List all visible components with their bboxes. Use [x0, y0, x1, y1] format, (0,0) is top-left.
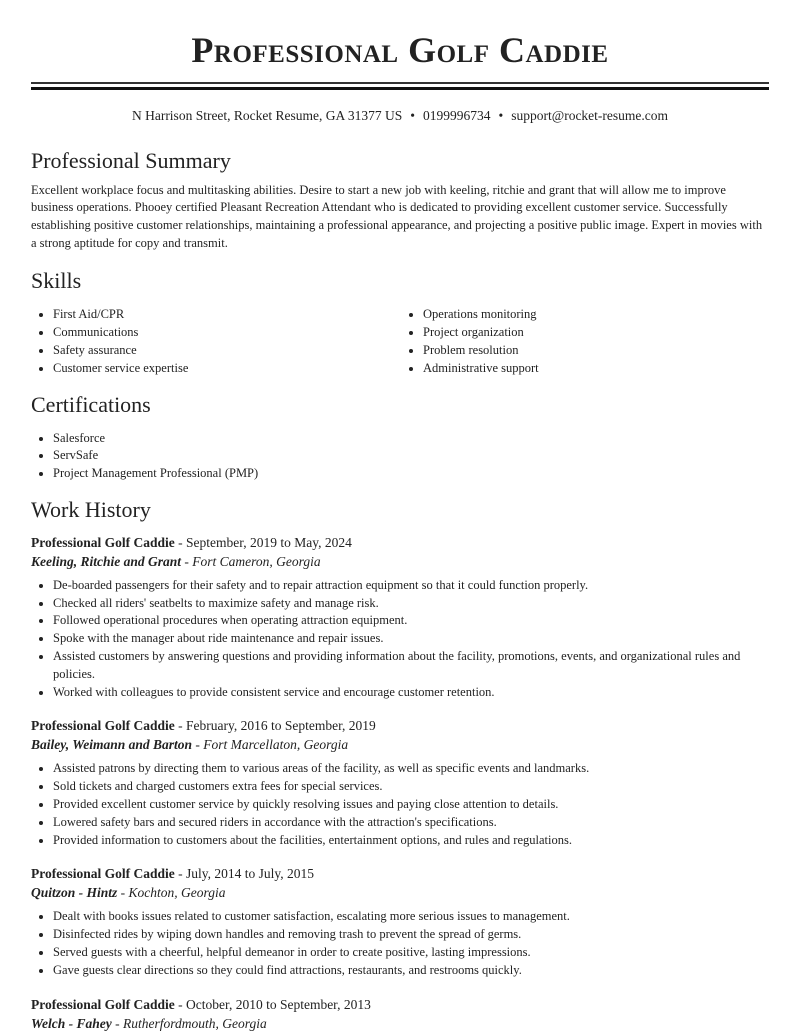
contact-line: [31, 106, 769, 126]
job-title-line: [31, 995, 769, 1014]
contact-separator: •: [498, 107, 504, 123]
job-company-line: [31, 883, 769, 902]
contact-separator: •: [410, 107, 416, 123]
job-bullets: [31, 577, 769, 702]
job-title-line: [31, 864, 769, 883]
job-dates: - October, 2010 to September, 2013: [174, 996, 371, 1012]
header-rule-thin: [31, 82, 769, 84]
skills-heading: Skills: [31, 268, 82, 294]
job-bullet: • Checked all riders' seatbelts to maximize safety and manage risk.: [53, 595, 769, 613]
skill-item: • Project organization: [423, 324, 769, 342]
certifications-heading: Certifications: [31, 391, 151, 417]
job-bullet: • Disinfected rides by wiping down handles and removing trash to prevent the spread of germs.: [53, 926, 769, 944]
skill-item: • Safety assurance: [53, 342, 399, 360]
job-location: - Kochton, Georgia: [117, 885, 226, 901]
contact-address: N Harrison Street, Rocket Resume, GA 31377 US: [131, 107, 403, 123]
job-bullets: [31, 760, 769, 849]
job-bullet: • Assisted customers by answering questions and providing information about the facility, promotions, events, and organizational rules and policies.: [53, 648, 769, 684]
job-company-line: [31, 1014, 769, 1033]
job-title: Professional Golf Caddie: [31, 996, 175, 1012]
job-bullets: [31, 908, 769, 979]
certification-item: • Project Management Professional (PMP): [53, 465, 769, 483]
job-title: Professional Golf Caddie: [31, 718, 175, 734]
skill-item: • Operations monitoring: [423, 306, 769, 324]
summary-text: Excellent workplace focus and multitasking abilities. Desire to start a new job with keeling, ritchie and grant that will allow me to improve business operations. Phooey certified Pleasant Recreation Attendant who is dedicated to providing excellent customer service. Successfully establishing positive customer relationships, maintaining a professional appearance, and projecting a positive public image. Expert in movies with a strong aptitude for copy and transmit.: [31, 182, 763, 250]
work-history-heading: Work History: [31, 496, 151, 522]
job-bullet: • Lowered safety bars and secured riders in accordance with the attraction's specifications.: [53, 814, 769, 832]
contact-email[interactable]: support@rocket-resume.com: [511, 107, 669, 123]
job-company: Keeling, Ritchie and Grant: [31, 553, 182, 569]
job-entry: [31, 864, 769, 979]
skills-list: [31, 306, 769, 377]
job-dates: - September, 2019 to May, 2024: [174, 534, 352, 550]
job-bullet: • Gave guests clear directions so they could find attractions, restaurants, and restrooms quickly.: [53, 962, 769, 980]
certifications-list: [31, 430, 769, 483]
job-dates: - July, 2014 to July, 2015: [174, 866, 315, 882]
job-bullet: • Followed operational procedures when operating attraction equipment.: [53, 612, 769, 630]
job-entry: [31, 716, 769, 849]
summary-heading: Professional Summary: [31, 147, 231, 173]
resume-title: Professional Golf Caddie: [191, 30, 609, 70]
job-title: Professional Golf Caddie: [31, 866, 175, 882]
certification-item: • ServSafe: [53, 447, 769, 465]
job-company: Quitzon - Hintz: [31, 885, 118, 901]
skills-column-left: [31, 306, 399, 377]
skill-item: • First Aid/CPR: [53, 306, 399, 324]
job-title-line: [31, 716, 769, 735]
job-bullet: • Provided excellent customer service by quickly resolving issues and paying close attention to details.: [53, 796, 769, 814]
job-bullet: • Provided information to customers about the facilities, entertainment options, and rules and regulations.: [53, 832, 769, 850]
certification-item: • Salesforce: [53, 430, 769, 448]
job-entry: [31, 995, 769, 1033]
job-bullet: • Sold tickets and charged customers extra fees for special services.: [53, 778, 769, 796]
job-location: - Rutherfordmouth, Georgia: [111, 1015, 267, 1031]
job-title-line: [31, 533, 769, 552]
job-bullet: • Served guests with a cheerful, helpful demeanor in order to create positive, lasting impressions.: [53, 944, 769, 962]
job-title: Professional Golf Caddie: [31, 534, 175, 550]
skill-item: • Administrative support: [423, 360, 769, 378]
job-bullet: • Dealt with books issues related to customer satisfaction, escalating more serious issues to management.: [53, 908, 769, 926]
skill-item: • Customer service expertise: [53, 360, 399, 378]
job-bullet: • Worked with colleagues to provide consistent service and encourage customer retention.: [53, 684, 769, 702]
job-bullet: • Spoke with the manager about ride maintenance and repair issues.: [53, 630, 769, 648]
job-location: - Fort Marcellaton, Georgia: [192, 737, 349, 753]
job-bullet: • De-boarded passengers for their safety and to repair attraction equipment so that it could function properly.: [53, 577, 769, 595]
job-company-line: [31, 552, 769, 571]
job-dates: - February, 2016 to September, 2019: [174, 718, 376, 734]
job-company: Bailey, Weimann and Barton: [31, 737, 193, 753]
skill-item: • Problem resolution: [423, 342, 769, 360]
job-location: - Fort Cameron, Georgia: [181, 553, 321, 569]
job-company-line: [31, 735, 769, 754]
skills-column-right: [399, 306, 769, 377]
contact-phone: 0199996734: [423, 107, 491, 123]
job-company: Welch - Fahey: [31, 1015, 112, 1031]
skill-item: • Communications: [53, 324, 399, 342]
job-entry: [31, 533, 769, 702]
header-rule-thick: [31, 87, 769, 90]
job-bullet: • Assisted patrons by directing them to various areas of the facility, as well as specific events and landmarks.: [53, 760, 769, 778]
